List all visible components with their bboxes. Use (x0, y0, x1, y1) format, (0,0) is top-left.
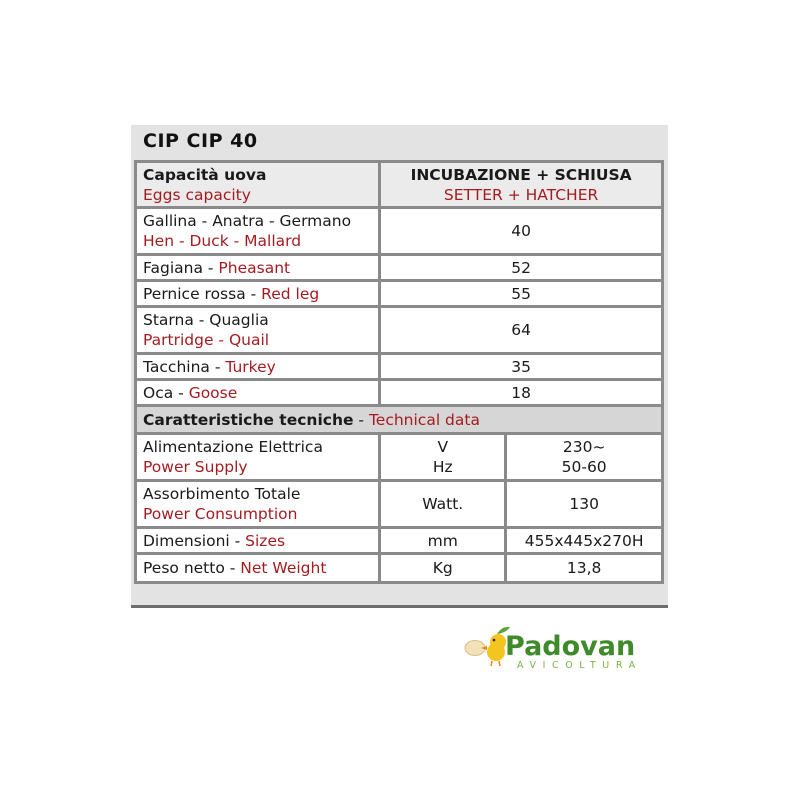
tech-label-cell (137, 482, 378, 526)
label-separator: - (229, 531, 246, 550)
label-separator: - (202, 258, 219, 277)
table-row (137, 381, 661, 404)
value-voltage: 230~ (562, 438, 606, 456)
species-en: Goose (188, 383, 238, 402)
species-it: Gallina - Anatra - Germano (143, 212, 352, 230)
species-it: Oca (143, 383, 174, 402)
tech-label-en: Net Weight (240, 559, 327, 577)
unit-voltage: V (437, 438, 449, 456)
capacity-value: 35 (381, 355, 661, 378)
species-cell (137, 308, 378, 352)
species-cell (137, 256, 378, 279)
table-row (137, 355, 661, 378)
species-cell (137, 209, 378, 253)
table-row (137, 482, 661, 526)
table-row (137, 282, 661, 305)
capacity-header-mode (381, 163, 661, 206)
value-frequency: 50-60 (561, 458, 607, 476)
species-en: Partridge - Quail (143, 331, 270, 349)
tech-label-it: Dimensioni (143, 531, 230, 550)
capacity-label-it: Capacità uova (143, 165, 267, 184)
species-it: Starna - Quaglia (143, 311, 269, 329)
table-row (137, 308, 661, 352)
species-en: Turkey (225, 357, 276, 376)
capacity-value: 52 (381, 256, 661, 279)
value-cell: 13,8 (507, 555, 661, 581)
tech-section-it: Caratteristiche tecniche (143, 410, 354, 429)
capacity-header-label (137, 163, 378, 206)
padovan-logo (462, 620, 672, 675)
species-en: Hen - Duck - Mallard (143, 232, 302, 250)
tech-label-cell (137, 555, 378, 581)
tech-label-it: Alimentazione Elettrica (143, 438, 323, 456)
unit-cell: Watt. (381, 482, 504, 526)
tech-section-row (137, 407, 661, 432)
species-en: Pheasant (218, 258, 291, 277)
table-row (137, 209, 661, 253)
value-cell: 455x445x270H (507, 529, 661, 552)
mode-en: SETTER + HATCHER (443, 185, 599, 204)
value-cell: 130 (507, 482, 661, 526)
tech-section-en: Technical data (368, 410, 480, 429)
capacity-label-en: Eggs capacity (143, 185, 251, 204)
unit-cell (381, 435, 504, 479)
species-cell (137, 355, 378, 378)
label-separator: - (224, 559, 241, 577)
label-separator: - (245, 284, 262, 303)
tech-label-en: Sizes (245, 531, 286, 550)
table-row (137, 555, 661, 581)
tech-label-cell (137, 435, 378, 479)
unit-cell: mm (381, 529, 504, 552)
chick-on-egg-logo-icon (462, 620, 672, 675)
species-it: Pernice rossa (143, 284, 246, 303)
capacity-value: 40 (381, 209, 661, 253)
species-cell (137, 381, 378, 404)
species-cell (137, 282, 378, 305)
capacity-header-row (137, 163, 661, 206)
tech-section-header (137, 407, 661, 432)
spec-table (134, 160, 664, 584)
logo-tagline: AVICOLTURA (517, 660, 642, 671)
tech-label-cell (137, 529, 378, 552)
tech-label-it: Assorbimento Totale (143, 485, 301, 503)
table-row (137, 529, 661, 552)
species-it: Fagiana (143, 258, 203, 277)
table-row (137, 435, 661, 479)
label-separator: - (173, 383, 189, 402)
logo-wordmark: Padovan (505, 631, 636, 662)
tech-label-it: Peso netto (143, 559, 225, 577)
label-separator: - (353, 410, 369, 429)
product-title: CIP CIP 40 (143, 130, 258, 152)
species-en: Red leg (261, 284, 320, 303)
capacity-value: 55 (381, 282, 661, 305)
table-row (137, 256, 661, 279)
label-separator: - (209, 357, 226, 376)
spec-sheet (131, 125, 668, 608)
unit-cell: Kg (381, 555, 504, 581)
capacity-value: 18 (381, 381, 661, 404)
tech-label-en: Power Consumption (143, 505, 298, 523)
unit-frequency: Hz (432, 458, 453, 476)
value-cell (507, 435, 661, 479)
species-it: Tacchina (143, 357, 210, 376)
capacity-value: 64 (381, 308, 661, 352)
mode-it: INCUBAZIONE + SCHIUSA (410, 165, 632, 184)
tech-label-en: Power Supply (143, 458, 248, 476)
